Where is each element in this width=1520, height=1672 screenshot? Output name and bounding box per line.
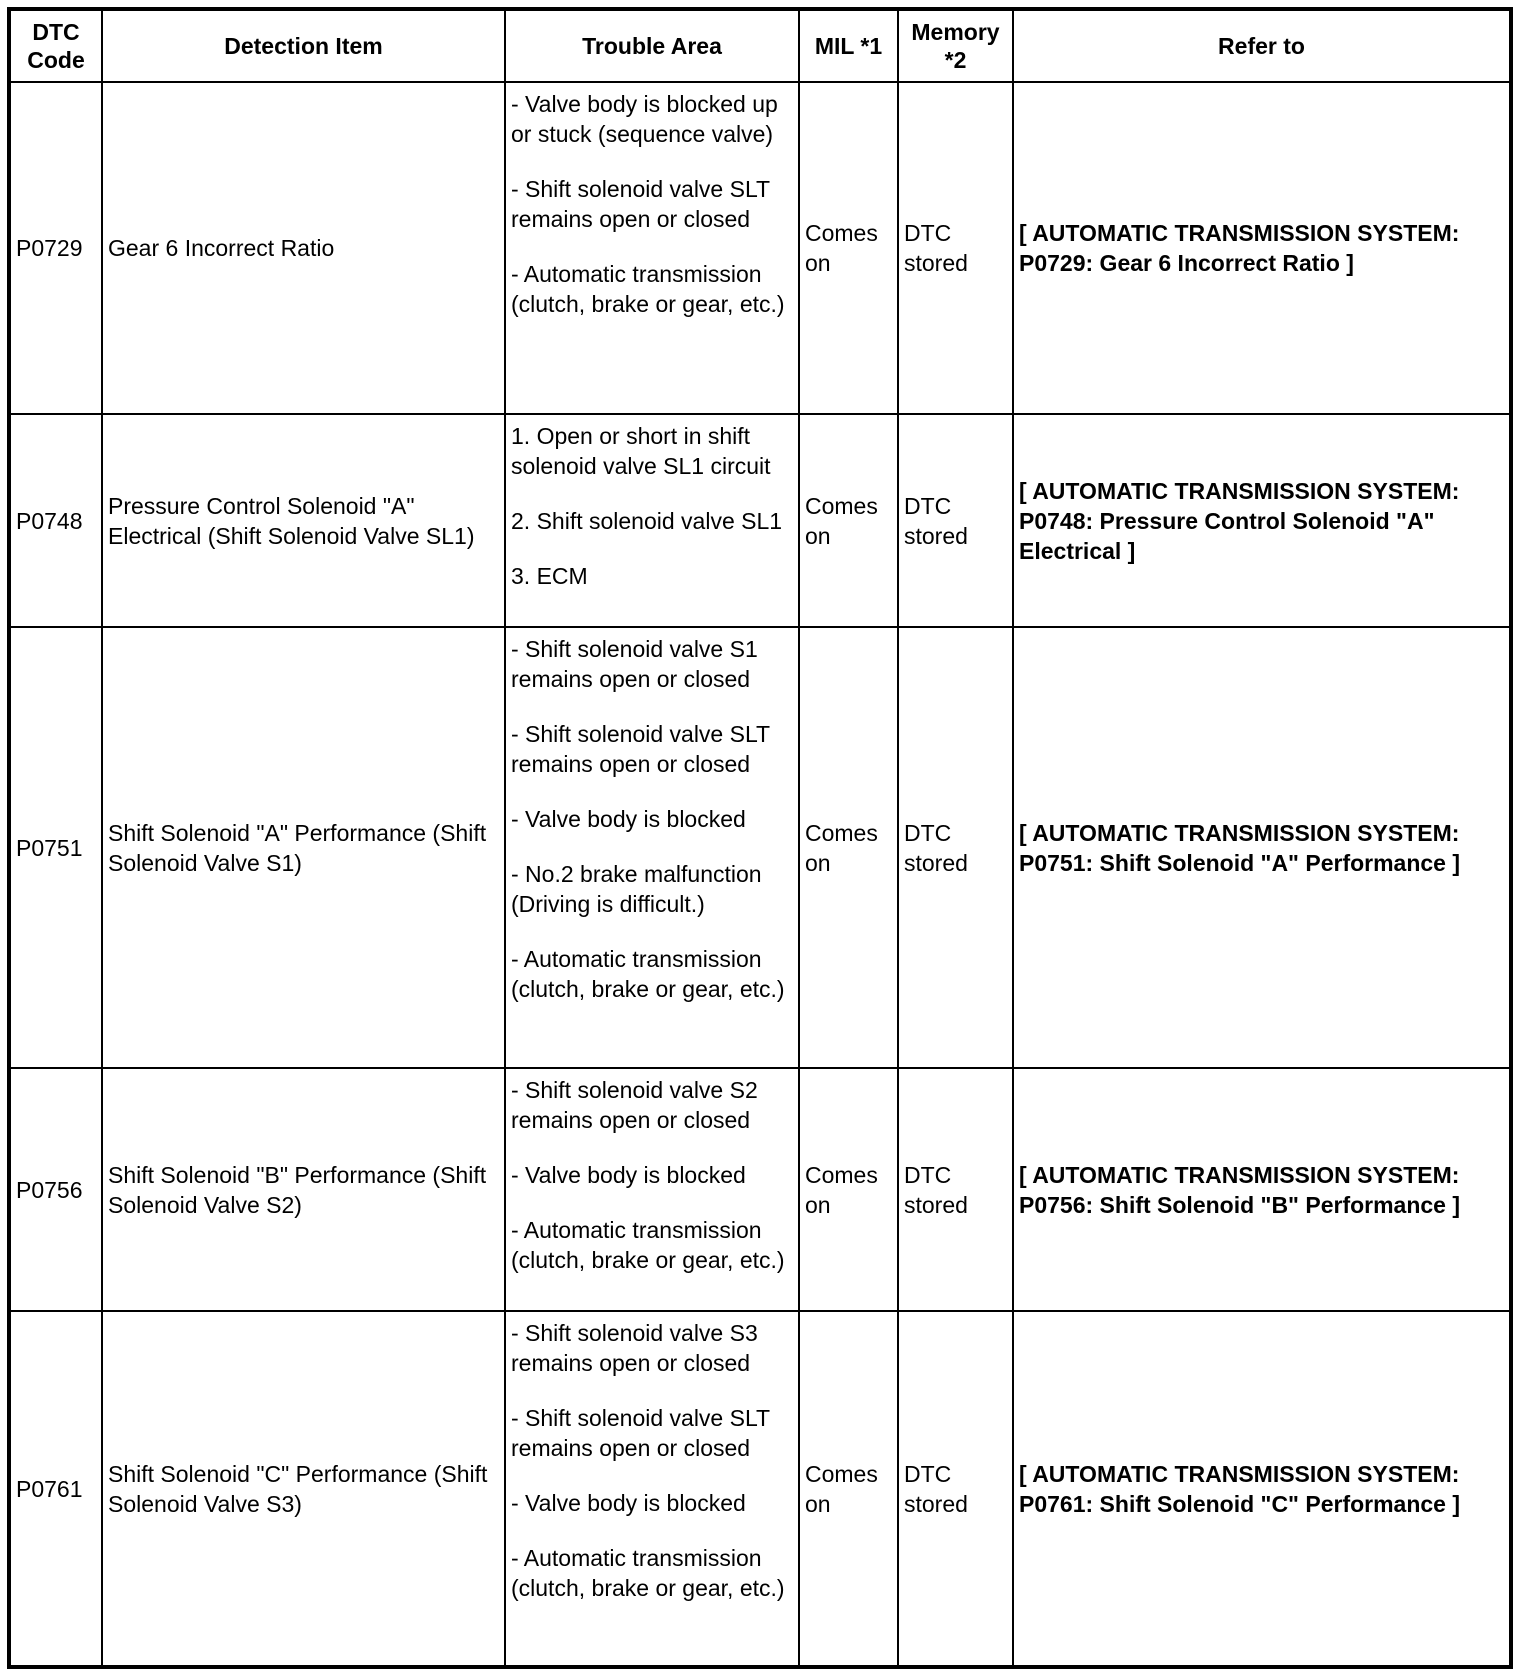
- mil-status: Comes on: [799, 1068, 898, 1311]
- trouble-area-item: - Shift solenoid valve SLT remains open or closed: [511, 176, 770, 232]
- mil-status: Comes on: [799, 414, 898, 627]
- trouble-area-item: - Automatic transmission (clutch, brake or gear, etc.): [511, 1545, 785, 1601]
- dtc-code: P0729: [9, 82, 102, 414]
- mil-status: Comes on: [799, 1311, 898, 1667]
- header-detection-item: Detection Item: [102, 9, 505, 82]
- detection-item: Shift Solenoid "B" Performance (Shift Solenoid Valve S2): [102, 1068, 505, 1311]
- memory-status: DTC stored: [898, 414, 1013, 627]
- trouble-area: [505, 414, 799, 627]
- mil-status: Comes on: [799, 627, 898, 1068]
- trouble-area-item: - No.2 brake malfunction (Driving is difficult.): [511, 861, 762, 917]
- table-row: [9, 82, 1511, 414]
- header-row: [9, 9, 1511, 82]
- detection-item: Pressure Control Solenoid "A" Electrical (Shift Solenoid Valve SL1): [102, 414, 505, 627]
- table-row: [9, 1068, 1511, 1311]
- detection-item: Shift Solenoid "A" Performance (Shift Solenoid Valve S1): [102, 627, 505, 1068]
- header-trouble-area: Trouble Area: [505, 9, 799, 82]
- dtc-table: [7, 7, 1513, 1669]
- trouble-area-item: - Shift solenoid valve SLT remains open or closed: [511, 721, 770, 777]
- table-row: [9, 1311, 1511, 1667]
- header-memory: Memory *2: [898, 9, 1013, 82]
- dtc-code: P0751: [9, 627, 102, 1068]
- trouble-area-item: - Shift solenoid valve S2 remains open or closed: [511, 1077, 758, 1133]
- detection-item: Gear 6 Incorrect Ratio: [102, 82, 505, 414]
- refer-to-link: [ AUTOMATIC TRANSMISSION SYSTEM: P0761: Shift Solenoid "C" Performance ]: [1013, 1311, 1511, 1667]
- mil-status: Comes on: [799, 82, 898, 414]
- trouble-area-item: - Shift solenoid valve SLT remains open or closed: [511, 1405, 770, 1461]
- trouble-area: [505, 82, 799, 414]
- detection-item: Shift Solenoid "C" Performance (Shift Solenoid Valve S3): [102, 1311, 505, 1667]
- dtc-code: P0761: [9, 1311, 102, 1667]
- trouble-area-item: - Valve body is blocked: [511, 1490, 746, 1516]
- refer-to-link: [ AUTOMATIC TRANSMISSION SYSTEM: P0748: Pressure Control Solenoid "A" Electrical ]: [1013, 414, 1511, 627]
- trouble-area: [505, 1311, 799, 1667]
- trouble-area: [505, 627, 799, 1068]
- trouble-area-item: - Automatic transmission (clutch, brake or gear, etc.): [511, 261, 785, 317]
- trouble-area-item: - Automatic transmission (clutch, brake or gear, etc.): [511, 946, 785, 1002]
- trouble-area-item: - Valve body is blocked: [511, 806, 746, 832]
- refer-to-link: [ AUTOMATIC TRANSMISSION SYSTEM: P0756: Shift Solenoid "B" Performance ]: [1013, 1068, 1511, 1311]
- memory-status: DTC stored: [898, 1311, 1013, 1667]
- table-row: [9, 627, 1511, 1068]
- trouble-area-item: - Shift solenoid valve S1 remains open or closed: [511, 636, 758, 692]
- trouble-area-item: 1. Open or short in shift solenoid valve SL1 circuit: [511, 423, 771, 479]
- trouble-area-item: 3. ECM: [511, 563, 588, 589]
- refer-to-link: [ AUTOMATIC TRANSMISSION SYSTEM: P0729: Gear 6 Incorrect Ratio ]: [1013, 82, 1511, 414]
- dtc-code: P0748: [9, 414, 102, 627]
- trouble-area-item: - Automatic transmission (clutch, brake or gear, etc.): [511, 1217, 785, 1273]
- trouble-area: [505, 1068, 799, 1311]
- trouble-area-item: 2. Shift solenoid valve SL1: [511, 508, 783, 534]
- refer-to-link: [ AUTOMATIC TRANSMISSION SYSTEM: P0751: Shift Solenoid "A" Performance ]: [1013, 627, 1511, 1068]
- memory-status: DTC stored: [898, 627, 1013, 1068]
- header-dtc-code: DTC Code: [9, 9, 102, 82]
- memory-status: DTC stored: [898, 1068, 1013, 1311]
- header-mil: MIL *1: [799, 9, 898, 82]
- trouble-area-item: - Shift solenoid valve S3 remains open or closed: [511, 1320, 758, 1376]
- trouble-area-item: - Valve body is blocked: [511, 1162, 746, 1188]
- memory-status: DTC stored: [898, 82, 1013, 414]
- header-refer-to: Refer to: [1013, 9, 1511, 82]
- trouble-area-item: - Valve body is blocked up or stuck (sequence valve): [511, 91, 778, 147]
- table-row: [9, 414, 1511, 627]
- dtc-code: P0756: [9, 1068, 102, 1311]
